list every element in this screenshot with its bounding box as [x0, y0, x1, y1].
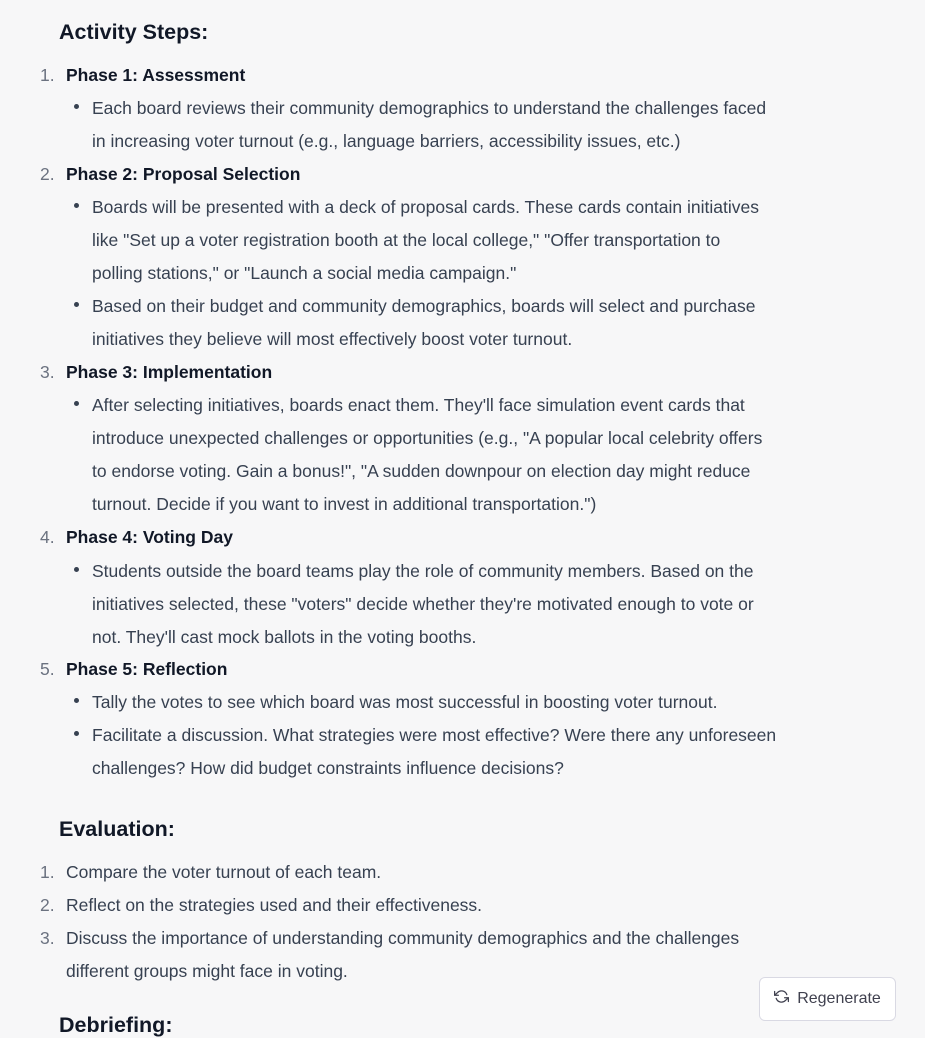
bullet-line: challenges? How did budget constraints influence decisions? — [92, 758, 564, 778]
regenerate-label: Regenerate — [797, 990, 881, 1007]
list-number: 3. — [40, 928, 55, 948]
evaluation-item-3 — [40, 922, 840, 955]
bullet-item — [74, 686, 834, 719]
bullet-line: Based on their budget and community demographics, boards will select and purchase — [92, 296, 756, 316]
refresh-icon — [774, 989, 789, 1009]
activity-steps-heading: Activity Steps: — [59, 20, 209, 44]
bullet-line: not. They'll cast mock ballots in the voting booths. — [92, 627, 477, 647]
bullet-line: turnout. Decide if you want to invest in additional transportation.") — [92, 494, 597, 514]
bullet-line: Facilitate a discussion. What strategies were most effective? Were there any unforeseen — [92, 725, 777, 745]
list-number: 1. — [40, 65, 55, 85]
list-number: 2. — [40, 164, 55, 184]
evaluation-text: Discuss the importance of understanding community demographics and the challenges — [66, 928, 740, 948]
list-item-phase-5 — [40, 653, 840, 686]
bullet-item — [74, 290, 834, 356]
evaluation-heading: Evaluation: — [59, 817, 175, 841]
bullet-dot — [74, 203, 79, 208]
bullet-line: Students outside the board teams play the role of community members. Based on the — [92, 561, 754, 581]
evaluation-item-1 — [40, 856, 840, 889]
bullet-dot — [74, 302, 79, 307]
bullet-line: After selecting initiatives, boards enact them. They'll face simulation event cards that — [92, 395, 745, 415]
bullet-line: like "Set up a voter registration booth at the local college," "Offer transportation to — [92, 230, 721, 250]
phase-title: Phase 1: Assessment — [66, 65, 246, 85]
bullet-line: Tally the votes to see which board was most successful in boosting voter turnout. — [92, 692, 718, 712]
phase-title: Phase 2: Proposal Selection — [66, 164, 301, 184]
list-item-phase-1 — [40, 59, 840, 92]
phase-title: Phase 3: Implementation — [66, 362, 273, 382]
evaluation-item-3-continuation: different groups might face in voting. — [66, 961, 348, 981]
evaluation-text: Compare the voter turnout of each team. — [66, 862, 382, 882]
bullet-line: polling stations," or "Launch a social media campaign." — [92, 263, 517, 283]
bullet-line: Each board reviews their community demographics to understand the challenges faced — [92, 98, 767, 118]
bullet-dot — [74, 731, 79, 736]
phase-title: Phase 4: Voting Day — [66, 527, 233, 547]
bullet-line: initiatives they believe will most effectively boost voter turnout. — [92, 329, 573, 349]
bullet-dot — [74, 698, 79, 703]
regenerate-button[interactable] — [759, 977, 896, 1021]
list-item-phase-4 — [40, 521, 840, 554]
bullet-line: introduce unexpected challenges or opportunities (e.g., "A popular local celebrity offers — [92, 428, 763, 448]
bullet-line: Boards will be presented with a deck of proposal cards. These cards contain initiatives — [92, 197, 759, 217]
evaluation-item-2 — [40, 889, 840, 922]
list-number: 3. — [40, 362, 55, 382]
bullet-dot — [74, 104, 79, 109]
bullet-line: to endorse voting. Gain a bonus!", "A sudden downpour on election day might reduce — [92, 461, 751, 481]
bullet-dot — [74, 401, 79, 406]
bullet-item — [74, 389, 834, 521]
phase-title: Phase 5: Reflection — [66, 659, 228, 679]
list-item-phase-3 — [40, 356, 840, 389]
list-number: 2. — [40, 895, 55, 915]
list-number: 5. — [40, 659, 55, 679]
bullet-item — [74, 92, 834, 158]
evaluation-text: Reflect on the strategies used and their effectiveness. — [66, 895, 483, 915]
list-item-phase-2 — [40, 158, 840, 191]
bullet-line: initiatives selected, these "voters" decide whether they're motivated enough to vote or — [92, 594, 754, 614]
list-number: 4. — [40, 527, 55, 547]
bullet-item — [74, 191, 834, 290]
bullet-line: in increasing voter turnout (e.g., language barriers, accessibility issues, etc.) — [92, 131, 681, 151]
bullet-item — [74, 555, 834, 654]
list-number: 1. — [40, 862, 55, 882]
bullet-item — [74, 719, 834, 785]
debriefing-heading-partial: Debriefing: — [59, 1013, 173, 1037]
bullet-dot — [74, 567, 79, 572]
